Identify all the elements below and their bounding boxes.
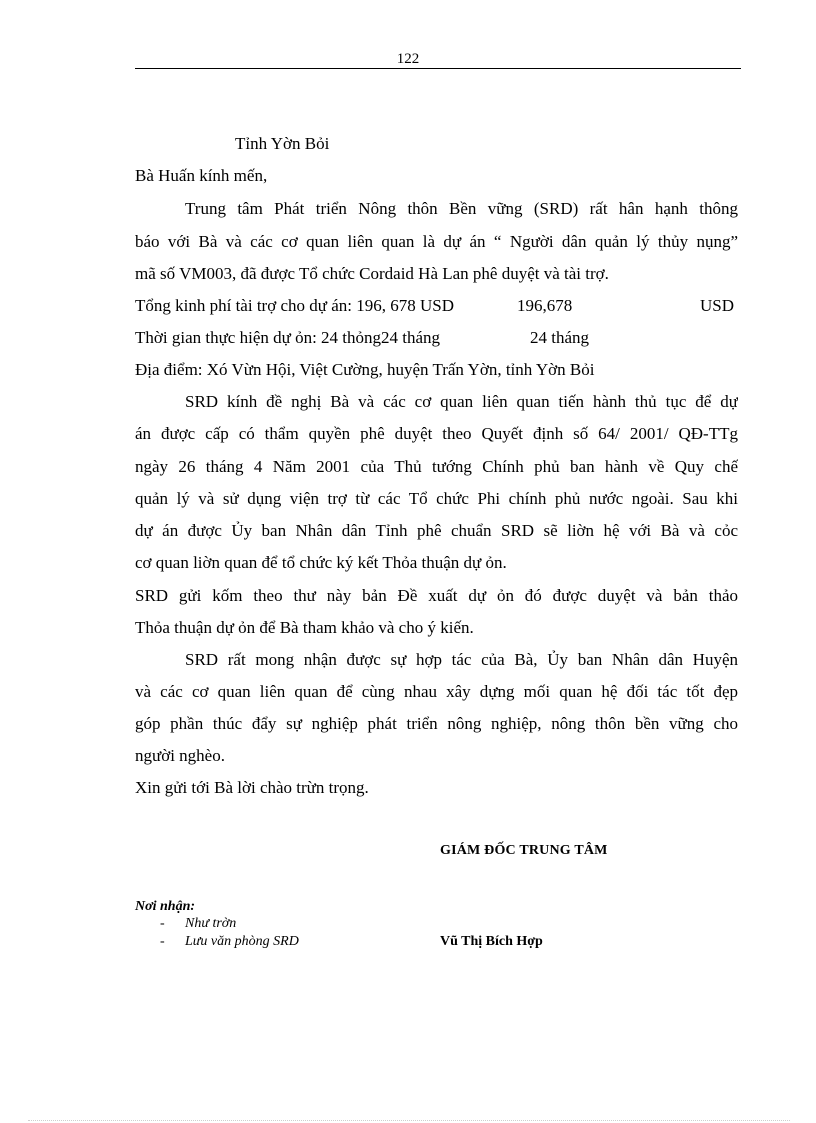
salutation: Bà Huấn kính mến,	[135, 166, 268, 185]
recipient-item: Lưu văn phòng SRD	[185, 934, 299, 949]
recipients-label: Nơi nhận:	[135, 899, 196, 914]
location: Địa điểm: Xó Vừn Hội, Việt Cường, huyện Trấn Yờn, tỉnh Yờn Bỏi	[135, 360, 595, 379]
signer-name: Vũ Thị Bích Hợp	[440, 934, 543, 949]
para2-line-6: cơ quan liờn quan để tổ chức ký kết Thỏa thuận dự ỏn.	[135, 553, 507, 572]
header-rule	[135, 68, 741, 69]
para4-line-2: và các cơ quan liên quan để cùng nhau xây dựng mối quan hệ đối tác tốt đẹp	[135, 682, 738, 701]
recipient-province: Tỉnh Yờn Bỏi	[235, 134, 330, 153]
para4-line-3: góp phần thúc đẩy sự nghiệp phát triển nông nghiệp, nông thôn bền vững cho	[135, 714, 738, 733]
para3-line-2: Thỏa thuận dự ỏn để Bà tham khảo và cho ý kiến.	[135, 618, 474, 637]
para1-line-3: mã số VM003, đã được Tổ chức Cordaid Hà Lan phê duyệt và tài trợ.	[135, 264, 609, 283]
para2-line-1: SRD kính đề nghị Bà và các cơ quan liên quan tiến hành thủ tục để dự	[185, 392, 738, 411]
signature-title: GIÁM ĐỐC TRUNG TÂM	[440, 843, 608, 858]
recipient-bullet: -	[160, 934, 165, 949]
closing: Xin gửi tới Bà lời chào trừn trọng.	[135, 778, 369, 797]
funding-unit: USD	[700, 296, 735, 315]
para2-line-2: án được cấp có thẩm quyền phê duyệt theo Quyết định số 64/ 2001/ QĐ-TTg	[135, 424, 738, 443]
recipient-item: Như trờn	[185, 916, 237, 931]
funding-label: Tổng kinh phí tài trợ cho dự án: 196, 678 USD	[135, 296, 454, 315]
para2-line-5: dự án được Ủy ban Nhân dân Tỉnh phê chuẩn SRD sẽ liờn hệ với Bà và cỏc	[135, 521, 738, 540]
duration-label: Thời gian thực hiện dự ỏn: 24 thỏng24 tháng	[135, 328, 441, 347]
para4-line-4: người nghèo.	[135, 746, 225, 765]
para1-line-1: Trung tâm Phát triển Nông thôn Bền vững (SRD) rất hân hạnh thông	[185, 199, 738, 218]
page-bottom-border	[28, 1120, 790, 1121]
para4-line-1: SRD rất mong nhận được sự hợp tác của Bà, Ủy ban Nhân dân Huyện	[185, 650, 738, 669]
duration-value: 24 tháng	[530, 328, 590, 347]
para2-line-4: quản lý và sử dụng viện trợ từ các Tổ chức Phi chính phủ nước ngoài. Sau khi	[135, 489, 738, 508]
para1-line-2: báo với Bà và các cơ quan liên quan là dự án “ Người dân quản lý thủy nụng”	[135, 232, 738, 251]
recipient-bullet: -	[160, 916, 165, 931]
para3-line-1: SRD gửi kốm theo thư này bản Đề xuất dự ỏn đó được duyệt và bản thảo	[135, 586, 738, 605]
funding-value: 196,678	[517, 296, 573, 315]
page-number: 122	[396, 51, 420, 67]
para2-line-3: ngày 26 tháng 4 Năm 2001 của Thủ tướng Chính phủ ban hành về Quy chế	[135, 457, 738, 476]
